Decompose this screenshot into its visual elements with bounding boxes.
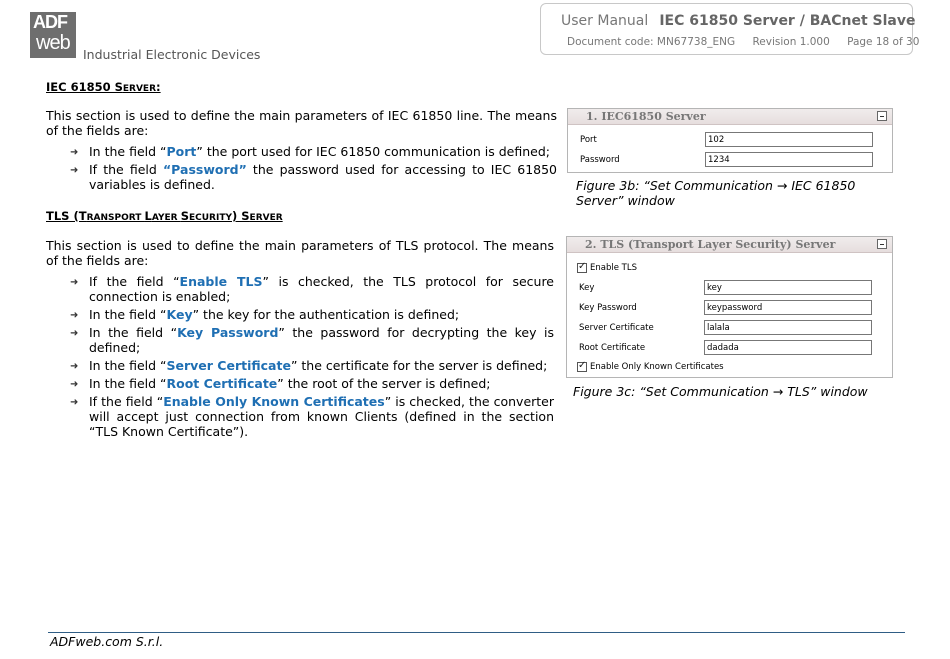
panel-header (567, 237, 892, 253)
revision: Revision 1.000 (752, 36, 830, 48)
password-input[interactable] (705, 152, 873, 167)
root-certificate-input[interactable] (704, 340, 872, 355)
footer-company: ADFweb.com S.r.l. (50, 634, 164, 649)
logo-text-top: ADF (33, 12, 67, 32)
company-tagline: Industrial Electronic Devices (83, 47, 261, 62)
arrow-bullet-icon: ➜ (70, 147, 79, 158)
list-item: ➜ In the field “Port” the port used for IEC 61850 communication is defined; (70, 144, 550, 159)
figure-3c-caption: Figure 3c: “Set Communication → TLS” window (573, 384, 868, 399)
known-certificates-label: Enable Only Known Certificates (590, 362, 724, 372)
list-item: ➜ If the field “Enable Only Known Certificates” is checked, the converter will accept just connection from known Clients (defined in the section “TLS Known Certificate”). (70, 394, 555, 439)
arrow-bullet-icon: ➜ (70, 277, 79, 288)
document-code: Document code: MN67738_ENG (567, 36, 736, 48)
section-heading-iec61850-server: IEC 61850 SERVER: (46, 80, 161, 94)
port-input[interactable] (705, 132, 873, 147)
key-row (567, 280, 892, 300)
tls-server-panel (566, 236, 893, 378)
root-certificate-row (567, 340, 892, 360)
collapse-icon[interactable] (877, 239, 887, 249)
product-title: IEC 61850 Server / BACnet Slave (659, 13, 916, 29)
list-item: ➜ In the field “Root Certificate” the root of the server is defined; (70, 376, 491, 391)
key-password-row (567, 300, 892, 320)
collapse-icon[interactable] (877, 111, 887, 121)
key-input[interactable] (704, 280, 872, 295)
enable-tls-label: Enable TLS (590, 263, 637, 273)
section-heading-tls-server: TLS (TRANSPORT LAYER SECURITY) SERVER (46, 209, 283, 223)
key-password-input[interactable] (704, 300, 872, 315)
section2-bullet-list (70, 274, 554, 442)
enable-tls-checkbox[interactable] (577, 263, 587, 273)
list-item: ➜ In the field “Server Certificate” the certificate for the server is defined; (70, 358, 548, 373)
figure-3b-caption: Figure 3b: “Set Communication → IEC 61850 Server” window (576, 178, 856, 208)
panel-title: 2. TLS (Transport Layer Security) Server (585, 238, 836, 251)
panel-header (568, 109, 892, 125)
arrow-bullet-icon: ➜ (70, 379, 79, 390)
iec61850-server-panel (567, 108, 893, 173)
arrow-bullet-icon: ➜ (70, 328, 79, 339)
server-certificate-row (567, 320, 892, 340)
manual-label: User Manual (561, 13, 649, 29)
list-item: ➜ If the field “Enable TLS” is checked, the TLS protocol for secure connection is enabled; (70, 274, 554, 304)
arrow-bullet-icon: ➜ (70, 361, 79, 372)
list-item: ➜ In the field “Key” the key for the authentication is defined; (70, 307, 460, 322)
arrow-bullet-icon: ➜ (70, 310, 79, 321)
port-label: Port (580, 135, 597, 145)
key-password-label: Key Password (579, 303, 637, 313)
password-label: Password (580, 155, 620, 165)
server-certificate-label: Server Certificate (579, 323, 654, 333)
server-certificate-input[interactable] (704, 320, 872, 335)
key-label: Key (579, 283, 595, 293)
company-logo (30, 12, 76, 58)
section1-bullet-list (70, 144, 557, 195)
port-row (568, 132, 892, 152)
known-certificates-checkbox[interactable] (577, 362, 587, 372)
list-item: ➜ If the field “Password” the password used for accessing to IEC 61850 variables is defined. (70, 162, 558, 192)
password-row (568, 152, 892, 172)
page-number: Page 18 of 30 (847, 36, 920, 48)
logo-text-bottom: web (36, 32, 70, 54)
footer-divider (48, 632, 905, 633)
list-item: ➜ In the field “Key Password” the password for decrypting the key is defined; (70, 325, 554, 355)
section1-intro: This section is used to define the main parameters of IEC 61850 line. The means of the fields are: (46, 108, 557, 138)
root-certificate-label: Root Certificate (579, 343, 646, 353)
document-header-box (540, 3, 920, 55)
arrow-bullet-icon: ➜ (70, 165, 79, 176)
section2-intro: This section is used to define the main parameters of TLS protocol. The means of the fields are: (46, 238, 554, 268)
arrow-bullet-icon: ➜ (70, 397, 79, 408)
panel-title: 1. IEC61850 Server (586, 110, 706, 123)
